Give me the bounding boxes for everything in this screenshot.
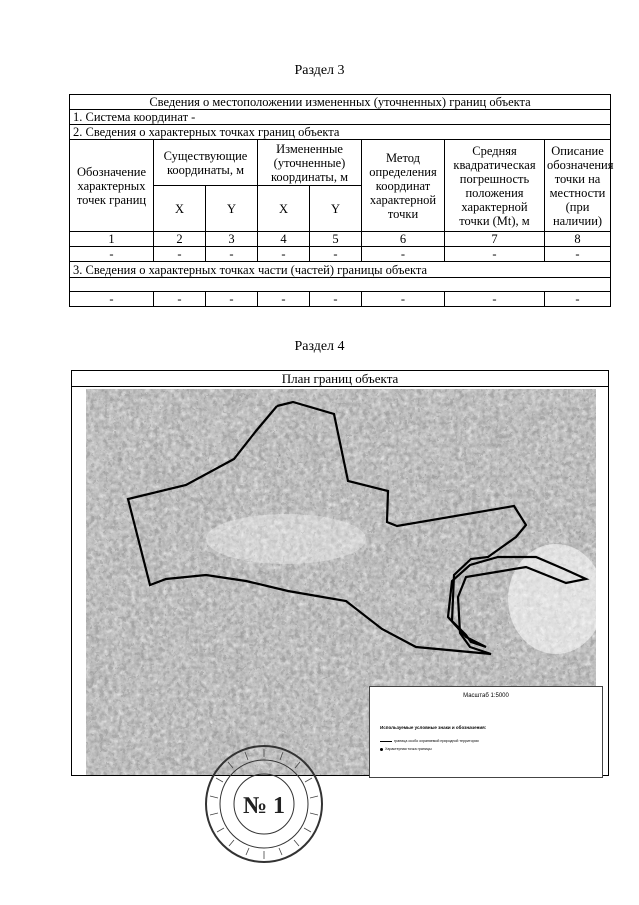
empty-cell: - xyxy=(70,292,154,307)
empty-cell: - xyxy=(206,292,258,307)
section-4-title: Раздел 4 xyxy=(294,339,345,354)
header-changed-y: Y xyxy=(310,186,362,232)
column-number: 7 xyxy=(445,232,545,247)
empty-cell: - xyxy=(445,292,545,307)
blank-row xyxy=(70,278,611,292)
empty-cell: - xyxy=(206,247,258,262)
official-seal xyxy=(203,743,325,865)
empty-cell: - xyxy=(445,247,545,262)
header-existing-y: Y xyxy=(206,186,258,232)
column-number: 4 xyxy=(258,232,310,247)
empty-cell: - xyxy=(362,247,445,262)
point-dot-icon xyxy=(380,748,383,751)
header-method: Метод определения координат характерной точки xyxy=(362,140,445,232)
column-number: 1 xyxy=(70,232,154,247)
header-designation: Обозначение характерных точек границ xyxy=(70,140,154,232)
column-number: 8 xyxy=(545,232,611,247)
header-description: Описание обозначения точки на местности (при наличии) xyxy=(545,140,611,232)
legend-item-point: Характерная точка границы xyxy=(380,747,432,751)
legend-item-boundary: граница особо охраняемой природной территории xyxy=(380,739,479,743)
empty-cell: - xyxy=(258,292,310,307)
empty-cell: - xyxy=(310,247,362,262)
empty-cell: - xyxy=(154,247,206,262)
column-number: 5 xyxy=(310,232,362,247)
table-title: Сведения о местоположении измененных (уточненных) границ объекта xyxy=(70,95,611,110)
column-number: 6 xyxy=(362,232,445,247)
empty-cell: - xyxy=(70,247,154,262)
points-info-row: 2. Сведения о характерных точках границ объекта xyxy=(70,125,611,140)
map-legend xyxy=(369,686,603,778)
parts-info-row: 3. Сведения о характерных точках части (частей) границы объекта xyxy=(70,262,611,278)
header-existing: Существующие координаты, м xyxy=(154,140,258,186)
empty-cell: - xyxy=(258,247,310,262)
boundary-plan xyxy=(71,370,609,776)
empty-cell: - xyxy=(545,247,611,262)
header-error: Средняя квадратическая погрешность положения характерной точки (Mt), м xyxy=(445,140,545,232)
map-scale: Масштаб 1:5000 xyxy=(463,693,509,699)
legend-heading: Используемые условные знаки и обозначения: xyxy=(380,725,487,730)
clearing-area xyxy=(206,514,366,564)
column-number: 3 xyxy=(206,232,258,247)
empty-cell: - xyxy=(545,292,611,307)
coordinate-system-row: 1. Система координат - xyxy=(70,110,611,125)
boundary-points-table xyxy=(69,94,614,307)
empty-cell: - xyxy=(362,292,445,307)
header-changed: Измененные (уточненные) координаты, м xyxy=(258,140,362,186)
header-changed-x: X xyxy=(258,186,310,232)
section-3-title: Раздел 3 xyxy=(294,63,345,78)
seal-number: № 1 xyxy=(242,793,286,819)
column-number: 2 xyxy=(154,232,206,247)
empty-cell: - xyxy=(310,292,362,307)
header-existing-x: X xyxy=(154,186,206,232)
empty-cell: - xyxy=(154,292,206,307)
boundary-line-icon xyxy=(380,741,392,742)
plan-title: План границ объекта xyxy=(72,371,608,387)
